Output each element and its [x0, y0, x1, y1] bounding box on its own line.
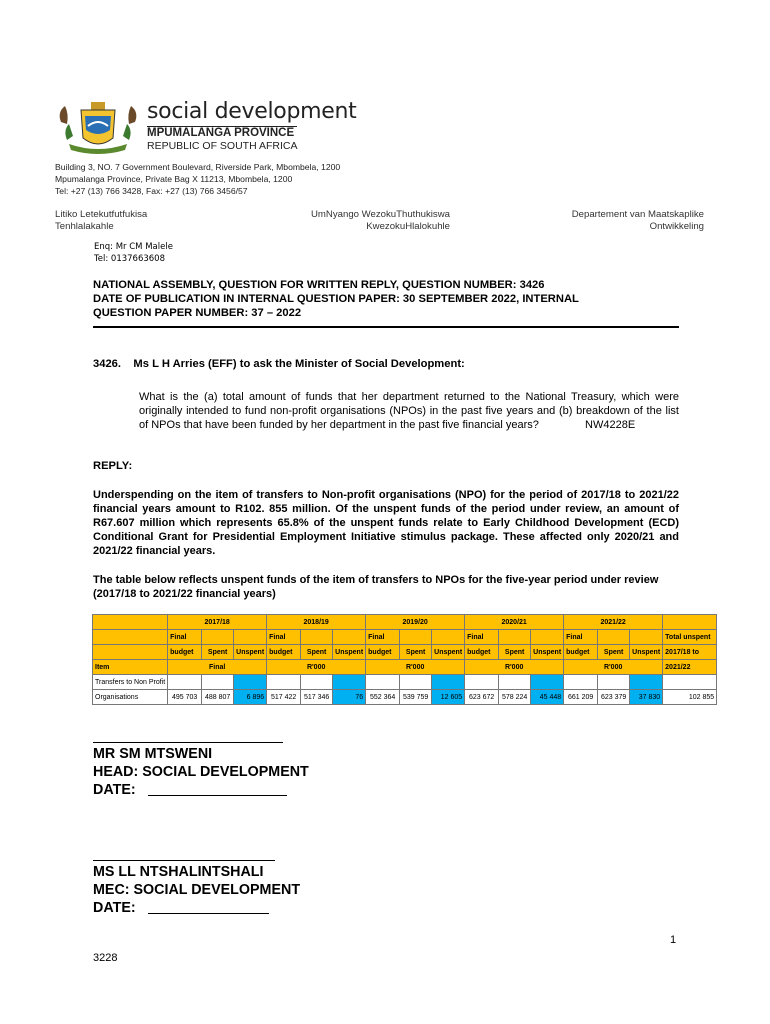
unspent-funds-table: [92, 614, 717, 705]
signatory-title: MEC: SOCIAL DEVELOPMENT: [93, 882, 301, 898]
unit-label: R'000: [267, 660, 366, 675]
coat-of-arms-logo: [55, 100, 141, 158]
letterhead-title: social development: [147, 99, 357, 124]
signature-block: [93, 745, 309, 799]
header-rule: [93, 326, 679, 328]
table-cell: [93, 645, 168, 660]
unit-label: R'000: [465, 660, 564, 675]
date-line: [148, 795, 287, 796]
final-label: Final: [465, 630, 499, 645]
spent-label: Spent: [400, 645, 432, 660]
spent-value: 517 346: [301, 690, 333, 705]
unspent-value: 12 605: [432, 690, 465, 705]
budget-value: 552 364: [366, 690, 400, 705]
address-line: Mpumalanga Province, Private Bag X 11213, Mbombela, 1200: [55, 174, 293, 184]
total-header-line: Total unspent: [663, 630, 717, 645]
table-row: [93, 675, 717, 690]
row-label: Organisations: [93, 690, 168, 705]
budget-label: budget: [366, 645, 400, 660]
table-row: [93, 645, 717, 660]
year-header: 2021/22: [564, 615, 663, 630]
year-header: 2020/21: [465, 615, 564, 630]
spent-value: 623 379: [598, 690, 630, 705]
language-block-center: [290, 209, 450, 233]
budget-label: budget: [564, 645, 598, 660]
table-row: [93, 615, 717, 630]
date-label: DATE:: [93, 900, 136, 916]
unit-label: R'000: [366, 660, 465, 675]
final-label: Final: [168, 630, 202, 645]
footer-code: 3228: [93, 952, 118, 964]
language-block-left: [55, 209, 147, 233]
signature-line: [93, 742, 283, 743]
unspent-label: Unspent: [432, 645, 465, 660]
signatory-name: MS LL NTSHALINTSHALI: [93, 864, 264, 880]
unspent-value: 6 896: [234, 690, 267, 705]
row-label: Transfers to Non Profit: [93, 675, 168, 690]
question-heading: 3426. Ms L H Arries (EFF) to ask the Minister of Social Development:: [93, 358, 465, 370]
document-header: [93, 278, 678, 320]
budget-value: 623 672: [465, 690, 499, 705]
header-line: DATE OF PUBLICATION IN INTERNAL QUESTION PAPER: 30 SEPTEMBER 2022, INTERNAL: [93, 293, 579, 305]
reply-label: REPLY:: [93, 460, 133, 472]
budget-value: 517 422: [267, 690, 301, 705]
address-line: Tel: +27 (13) 766 3428, Fax: +27 (13) 766 3456/57: [55, 186, 248, 196]
question-text: What is the (a) total amount of funds that her department returned to the National Treasury, which were originally intended to fund non-profit organisations (NPOs) in the past five years and (b) breakdown of the list of NPOs that have been funded by her department in the past five financial years?: [139, 391, 679, 431]
date-row: [93, 781, 309, 799]
unspent-label: Unspent: [630, 645, 663, 660]
budget-label: budget: [267, 645, 301, 660]
budget-value: 661 209: [564, 690, 598, 705]
table-cell: [663, 615, 717, 630]
budget-label: budget: [465, 645, 499, 660]
total-header-line: 2017/18 to: [663, 645, 717, 660]
header-line: QUESTION PAPER NUMBER: 37 – 2022: [93, 307, 302, 319]
item-label: Item: [93, 660, 168, 675]
spent-value: 539 759: [400, 690, 432, 705]
unspent-value: 76: [333, 690, 366, 705]
table-row: [93, 630, 717, 645]
spent-label: Spent: [499, 645, 531, 660]
language-line: UmNyango WezokuThuthukiswa: [311, 209, 450, 220]
unit-label: Final: [168, 660, 267, 675]
table-intro: The table below reflects unspent funds of the item of transfers to NPOs for the five-year period under review (2017/18 to 2021/22 financial years): [93, 574, 659, 600]
table-row: [93, 660, 717, 675]
budget-label: budget: [168, 645, 202, 660]
table-cell: [93, 615, 168, 630]
language-line: Ontwikkeling: [649, 221, 704, 232]
language-line: Departement van Maatskaplike: [571, 209, 704, 220]
unspent-value: 45 448: [531, 690, 564, 705]
final-label: Final: [366, 630, 400, 645]
total-header-line: 2021/22: [663, 660, 717, 675]
year-header: 2017/18: [168, 615, 267, 630]
signatory-title: HEAD: SOCIAL DEVELOPMENT: [93, 764, 309, 780]
page-number: 1: [670, 934, 677, 946]
date-row: [93, 899, 300, 917]
question-code: NW4228E: [585, 419, 636, 431]
language-line: Tenhlalakahle: [55, 221, 114, 232]
unspent-label: Unspent: [531, 645, 564, 660]
question-body: [139, 390, 679, 432]
letterhead-province: MPUMALANGA PROVINCE: [147, 127, 295, 139]
signature-line: [93, 860, 275, 861]
date-label: DATE:: [93, 782, 136, 798]
signature-block: [93, 863, 300, 917]
table-row: [93, 690, 717, 705]
total-value: 102 855: [663, 690, 717, 705]
spent-label: Spent: [598, 645, 630, 660]
unspent-label: Unspent: [333, 645, 366, 660]
spent-value: 488 807: [202, 690, 234, 705]
spent-label: Spent: [301, 645, 333, 660]
reply-paragraph: Underspending on the item of transfers to Non-profit organisations (NPO) for the period of 2017/18 to 2021/22 financial years amount to R102. 855 million. Of the unspent funds of the period under review, an amount of R67.607 million which represents 65.8% of the unspent funds relate to Early Childhood Development (ECD) Conditional Grant for Presidential Employment Initiative stimulus package. These affected only 2020/21 and 2021/22 financial years.: [93, 489, 679, 557]
year-header: 2019/20: [366, 615, 465, 630]
unspent-label: Unspent: [234, 645, 267, 660]
budget-value: 495 703: [168, 690, 202, 705]
letterhead-republic: REPUBLIC OF SOUTH AFRICA: [147, 140, 298, 152]
enquiry-name: Enq: Mr CM Malele: [94, 242, 173, 252]
table-cell: [93, 630, 168, 645]
spent-label: Spent: [202, 645, 234, 660]
unit-label: R'000: [564, 660, 663, 675]
date-line: [148, 913, 269, 914]
language-line: Litiko Letekutfutfukisa: [55, 209, 148, 220]
spent-value: 578 224: [499, 690, 531, 705]
language-line: KwezokuHlalokuhle: [366, 221, 450, 232]
enquiry-tel: Tel: 0137663608: [94, 254, 165, 264]
unspent-value: 37 830: [630, 690, 663, 705]
language-block-right: [540, 209, 704, 233]
address-line: Building 3, NO. 7 Government Boulevard, Riverside Park, Mbombela, 1200: [55, 162, 341, 172]
year-header: 2018/19: [267, 615, 366, 630]
final-label: Final: [267, 630, 301, 645]
signatory-name: MR SM MTSWENI: [93, 746, 213, 762]
final-label: Final: [564, 630, 598, 645]
header-line: NATIONAL ASSEMBLY, QUESTION FOR WRITTEN REPLY, QUESTION NUMBER: 3426: [93, 279, 545, 291]
